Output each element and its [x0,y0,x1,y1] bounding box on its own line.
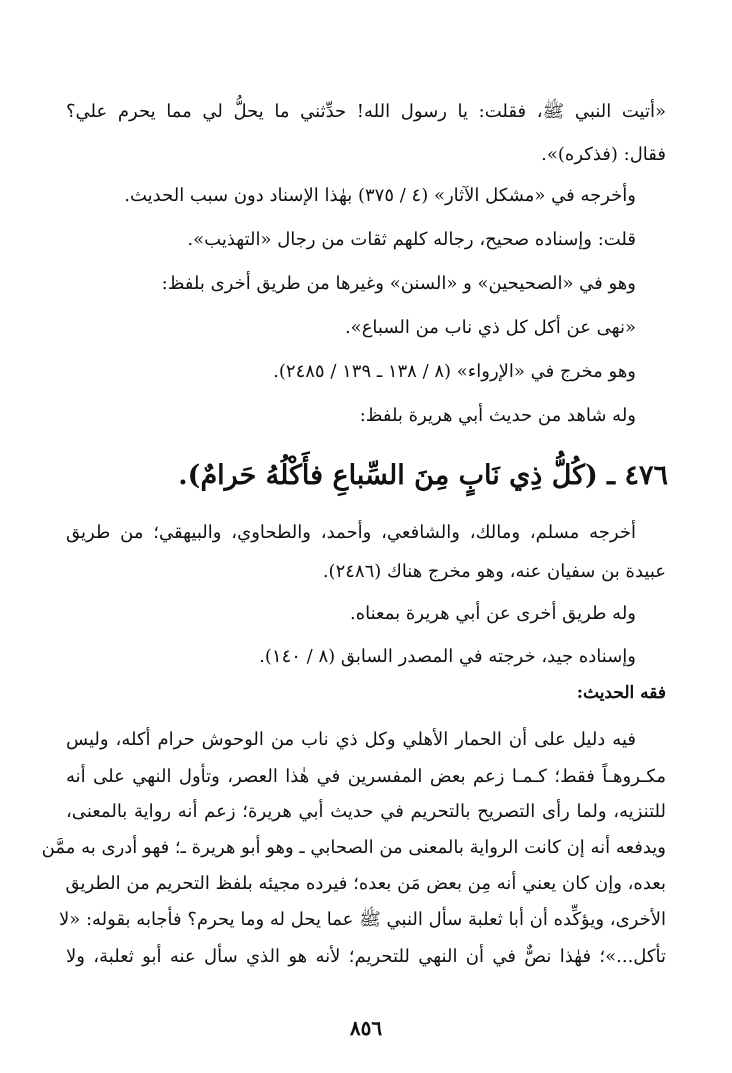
text-line: مكـروهـاً فقط؛ كـمـا زعم بعض المفسرين في هٰذا العصر، وتأول النهي على أنه [66,766,666,787]
text-line: وإسناده جيد، خرجته في المصدر السابق (٨ / ١٤٠). [259,646,636,667]
text-line: بعده، وإن كان يعني أنه مِن بعض مَن بعده؛ فيرده مجيئه بلفظ التحريم من الطريق [65,873,666,894]
text-line: وله طريق أخرى عن أبي هريرة بمعناه. [349,603,636,624]
text-line: فيه دليل على أن الحمار الأهلي وكل ذي ناب من الوحوش حرام أكله، وليس [66,729,636,750]
text-line: تأكل...»؛ فهٰذا نصٌّ في أن النهي للتحريم؛ لأنه هو الذي سأل عنه أبو ثعلبة، ولا [66,946,666,967]
text-line: وهو في «الصحيحين» و «السنن» وغيرها من طريق أخرى بلفظ: [161,273,636,294]
text-line: عبيدة بن سفيان عنه، وهو مخرج هناك (٢٤٨٦). [322,561,666,582]
text-line: قلت: وإسناده صحيح، رجاله كلهم ثقات من رجال «التهذيب». [187,229,636,250]
text-line: أخرجه مسلم، ومالك، والشافعي، وأحمد، والطحاوي، والبيهقي؛ من طريق [66,522,636,543]
text-line: فقال: (فذكره)». [541,144,666,165]
text-line: ويدفعه أنه إن كانت الرواية بالمعنى من الصحابي ـ وهو أبو هريرة ـ؛ فهو أدرى به ممَّن [41,837,666,858]
page-number: ٨٥٦ [349,1016,383,1040]
hadith-heading: ٤٧٦ ـ (كُلُّ ذِي نَابٍ مِنَ السِّباعِ فأَكْلُهُ حَرامٌ). [178,460,668,491]
text-line: «نهى عن أكل كل ذي ناب من السباع». [344,317,636,338]
text-line: «أتيت النبي ﷺ، فقلت: يا رسول الله! حدِّثني ما يحلُّ لي مما يحرم علي؟ [66,101,666,122]
text-line: وله شاهد من حديث أبي هريرة بلفظ: [359,405,636,426]
text-line: الأخرى، ويؤكِّده أن أبا ثعلبة سأل النبي ﷺ عما يحل له وما يحرم؟ فأجابه بقوله: «لا [58,909,666,930]
section-subheading: فقه الحديث: [576,683,666,703]
text-line: وأخرجه في «مشكل الآثار» (٤ / ٣٧٥) بهٰذا الإسناد دون سبب الحديث. [124,185,636,206]
text-line: وهو مخرج في «الإرواء» (٨ / ١٣٨ ـ ١٣٩ / ٢٤٨٥). [273,361,636,382]
text-line: للتنزيه، ولما رأى التصريح بالتحريم في حديث أبي هريرة؛ زعم أنه رواية بالمعنى، [66,801,666,822]
